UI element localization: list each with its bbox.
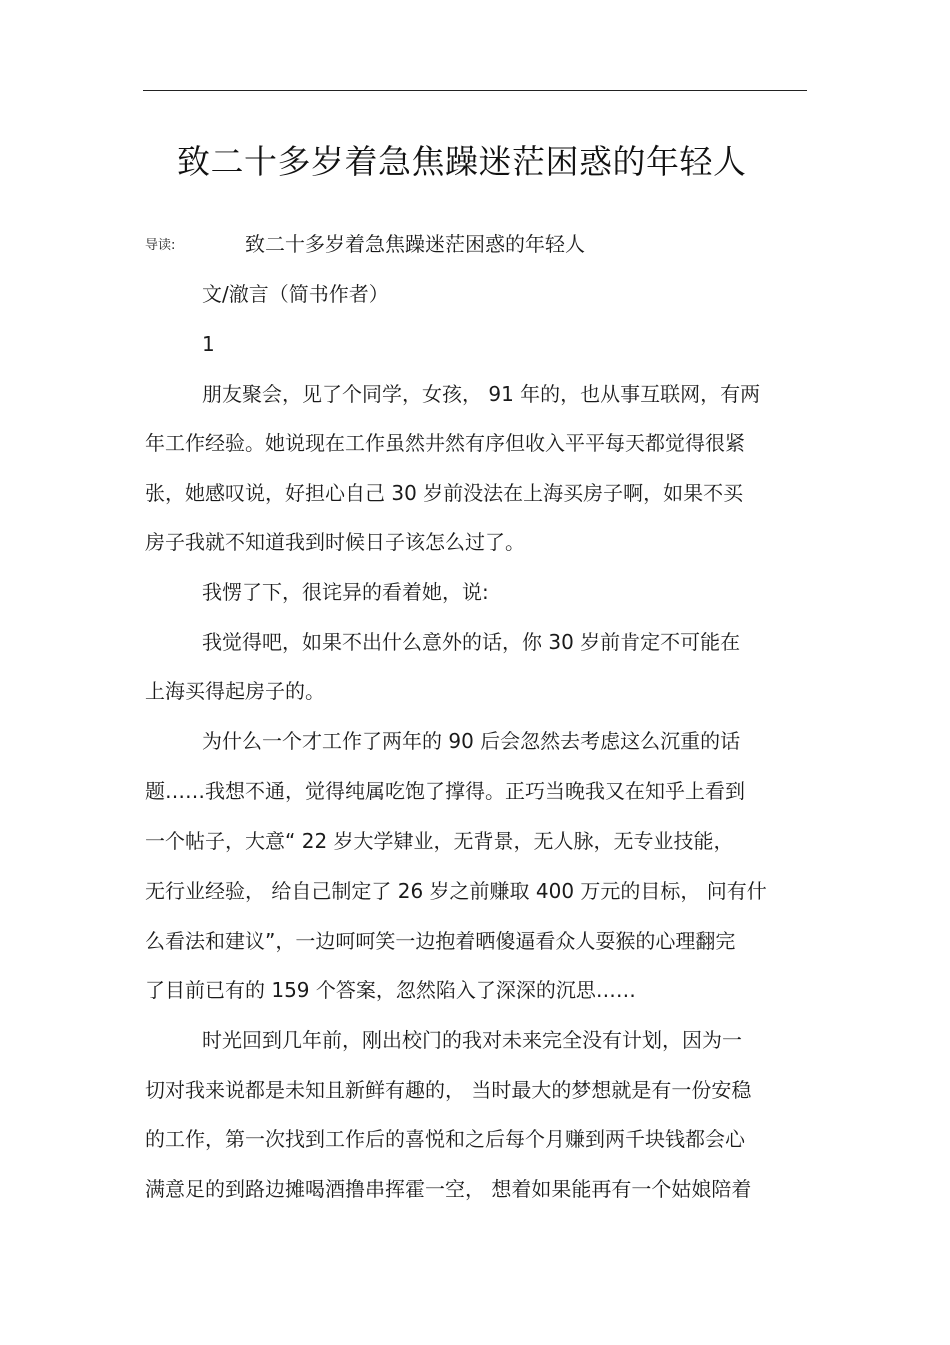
text-line: 么看法和建议”，一边呵呵笑一边抱着晒傻逼看众人耍猴的心理翻完 <box>145 929 736 953</box>
text-line: 的工作，第一次找到工作后的喜悦和之后每个月赚到两千块钱都会心 <box>145 1127 745 1151</box>
text-line: 上海买得起房子的。 <box>145 679 325 703</box>
header-rule <box>143 90 807 91</box>
text-line: 张，她感叹说，好担心自己 30 岁前没法在上海买房子啊，如果不买 <box>145 481 744 505</box>
text-line: 题……我想不通，觉得纯属吃饱了撑得。正巧当晚我又在知乎上看到 <box>145 779 745 803</box>
text-line: 我觉得吧，如果不出什么意外的话，你 30 岁前肯定不可能在 <box>202 630 741 654</box>
text-line: 满意足的到路边摊喝酒撸串挥霍一空， 想着如果能再有一个姑娘陪着 <box>145 1177 752 1201</box>
text-line: 了目前已有的 159 个答案，忽然陷入了深深的沉思…… <box>145 978 636 1002</box>
text-line: 年工作经验。她说现在工作虽然井然有序但收入平平每天都觉得很紧 <box>145 431 745 455</box>
byline: 文/澈言（简书作者） <box>202 282 389 306</box>
text-line: 房子我就不知道我到时候日子该怎么过了。 <box>145 530 525 554</box>
text-line: 朋友聚会，见了个同学，女孩， 91 年的，也从事互联网，有两 <box>202 382 761 406</box>
guide-text: 致二十多岁着急焦躁迷茫困惑的年轻人 <box>245 232 585 256</box>
document-title: 致二十多岁着急焦躁迷茫困惑的年轻人 <box>177 142 747 181</box>
section-number: 1 <box>202 332 215 356</box>
text-line: 时光回到几年前，刚出校门的我对未来完全没有计划，因为一 <box>202 1028 742 1052</box>
text-line: 切对我来说都是未知且新鲜有趣的， 当时最大的梦想就是有一份安稳 <box>145 1078 752 1102</box>
text-line: 我愣了下，很诧异的看着她，说: <box>202 580 489 604</box>
guide-label: 导读: <box>145 238 176 253</box>
text-line: 一个帖子，大意“ 22 岁大学肄业，无背景，无人脉，无专业技能， <box>145 829 734 853</box>
text-line: 无行业经验， 给自己制定了 26 岁之前赚取 400 万元的目标， 问有什 <box>145 879 767 903</box>
text-line: 为什么一个才工作了两年的 90 后会忽然去考虑这么沉重的话 <box>202 729 741 753</box>
